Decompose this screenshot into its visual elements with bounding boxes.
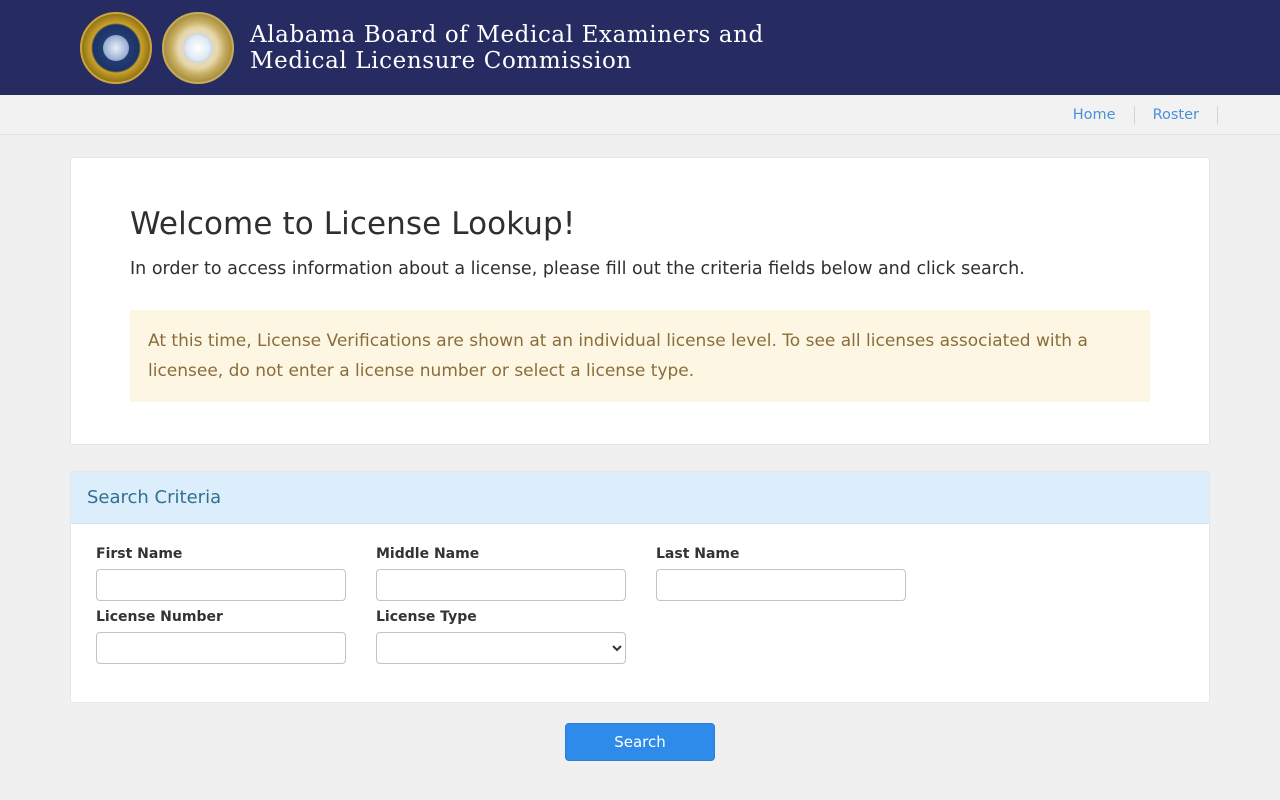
- search-button-container: [70, 723, 1210, 761]
- search-criteria-panel: [70, 471, 1210, 703]
- field-last-name: [656, 546, 906, 601]
- middle-name-label: Middle Name: [376, 546, 480, 562]
- license-verification-notice: At this time, License Verifications are shown at an individual license level. To see all licenses associated with a licensee, do not enter a license number or select a license type.: [130, 310, 1150, 402]
- welcome-instructions: In order to access information about a license, please fill out the criteria fields below and click search.: [130, 259, 1025, 279]
- field-middle-name: [376, 546, 626, 601]
- field-license-type: [376, 609, 626, 664]
- site-header: [0, 0, 1280, 95]
- middle-name-input[interactable]: [376, 569, 626, 601]
- search-button[interactable]: Search: [565, 723, 715, 761]
- last-name-input[interactable]: [656, 569, 906, 601]
- field-license-number: [96, 609, 346, 664]
- nav-item-home[interactable]: Home: [1072, 106, 1116, 123]
- search-criteria-body: [71, 524, 1209, 702]
- page-title: Welcome to License Lookup!: [130, 206, 576, 242]
- main-nav: [0, 95, 1280, 135]
- site-title-line-1: Alabama Board of Medical Examiners and: [250, 21, 764, 48]
- first-name-label: First Name: [96, 546, 183, 562]
- search-row-names: [96, 546, 1184, 601]
- medical-licensure-commission-seal-icon: [162, 12, 234, 84]
- field-spacer: [656, 609, 906, 664]
- license-type-select[interactable]: [376, 632, 626, 664]
- last-name-label: Last Name: [656, 546, 740, 562]
- search-row-license: [96, 609, 1184, 664]
- site-title-line-2: Medical Licensure Commission: [250, 47, 632, 74]
- field-first-name: [96, 546, 346, 601]
- license-number-input[interactable]: [96, 632, 346, 664]
- site-title: [250, 22, 764, 74]
- search-criteria-header: Search Criteria: [71, 472, 1209, 524]
- first-name-input[interactable]: [96, 569, 346, 601]
- welcome-panel: [70, 157, 1210, 445]
- nav-divider-2: [1217, 106, 1218, 124]
- license-type-label: License Type: [376, 609, 477, 625]
- page-content: [0, 135, 1280, 761]
- license-number-label: License Number: [96, 609, 223, 625]
- nav-item-roster[interactable]: Roster: [1152, 106, 1199, 123]
- alabama-board-of-medical-examiners-seal-icon: [80, 12, 152, 84]
